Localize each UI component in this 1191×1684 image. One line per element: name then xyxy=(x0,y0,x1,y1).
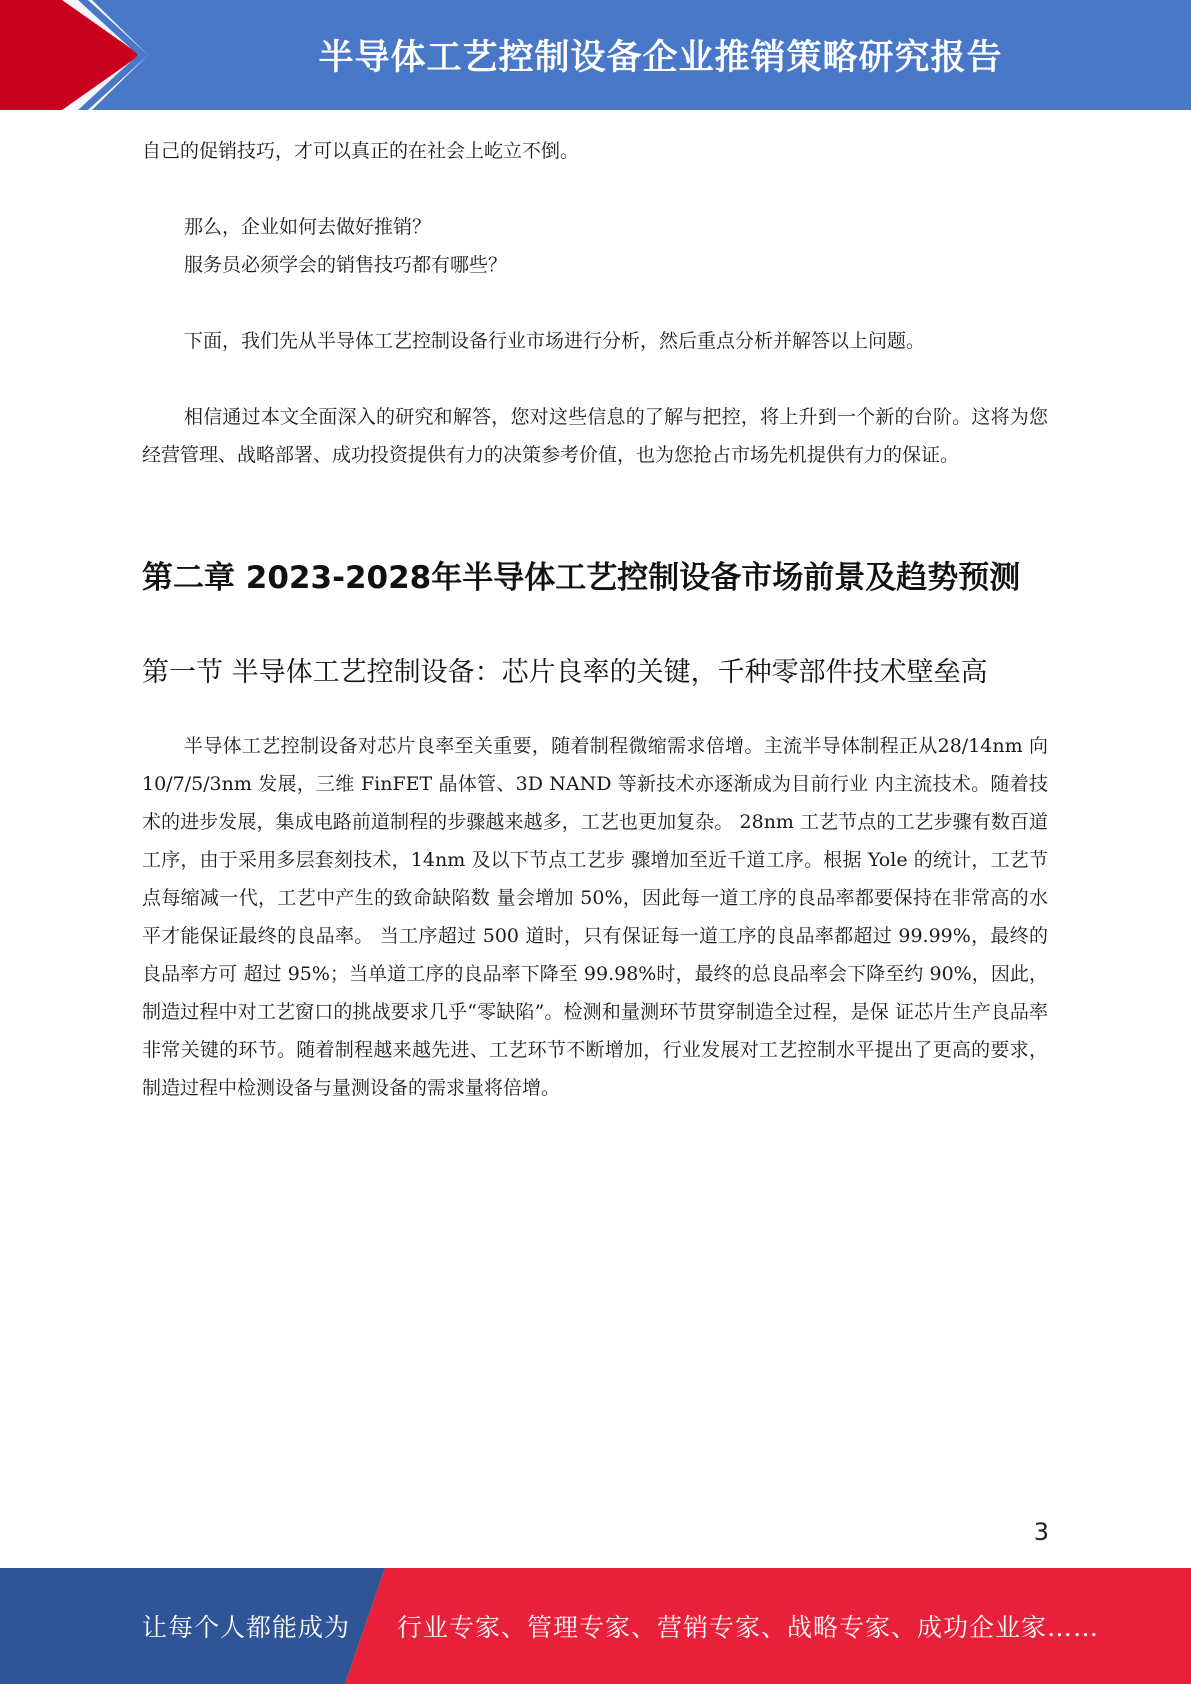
page-header xyxy=(0,0,1191,110)
footer-slogan-right: 行业专家、管理专家、营销专家、战略专家、成功企业家…… xyxy=(397,1613,1100,1642)
section-paragraph: 半导体工艺控制设备对芯片良率至关重要，随着制程微缩需求倍增。主流半导体制程正从28/14nm 向 10/7/5/3nm 发展，三维 FinFET 晶体管、3D NAND 等新技术亦逐渐成为目前行业 内主流技术。随着技术的进步发展，集成电路前道制程的步骤越来越多，工艺也更加复杂。 28nm 工艺节点的工艺步骤有数百道工序，由于采用多层套刻技术，14nm 及以下节点工艺步 骤增加至近千道工序。根据 Yole 的统计，工艺节点每缩减一代，工艺中产生的致命缺陷数 量会增加 50%，因此每一道工序的良品率都要保持在非常高的水平才能保证最终的良品率。 当工序超过 500 道时，只有保证每一道工序的良品率都超过 99.99%，最终的良品率方可 超过 95%；当单道工序的良品率下降至 99.98%时，最终的总良品率会下降至约 90%，因此， 制造过程中对工艺窗口的挑战要求几乎“零缺陷”。检测和量测环节贯穿制造全过程，是保 证芯片生产良品率非常关键的环节。随着制程越来越先进、工艺环节不断增加，行业发展对工艺控制水平提出了更高的要求，制造过程中检测设备与量测设备的需求量将倍增。 xyxy=(142,735,1048,1099)
page-number: 3 xyxy=(1033,1518,1049,1546)
chapter-heading: 第二章 2023-2028年半导体工艺控制设备市场前景及趋势预测 xyxy=(142,560,1021,596)
intro-paragraph-3: 相信通过本文全面深入的研究和解答，您对这些信息的了解与把控，将上升到一个新的台阶。这将为您经营管理、战略部署、成功投资提供有力的决策参考价值，也为您抢占市场先机提供有力的保证。 xyxy=(142,406,1048,466)
intro-paragraph-1: 自己的促销技巧，才可以真正的在社会上屹立不倒。 xyxy=(142,140,580,162)
section-heading: 第一节 半导体工艺控制设备：芯片良率的关键，千种零部件技术壁垒高 xyxy=(142,657,988,688)
page-footer xyxy=(0,1568,1191,1684)
intro-question-2: 服务员必须学会的销售技巧都有哪些？ xyxy=(184,254,508,276)
intro-question-1: 那么，企业如何去做好推销？ xyxy=(184,216,432,238)
section-body xyxy=(142,727,1048,1107)
intro-paragraph-2: 下面，我们先从半导体工艺控制设备行业市场进行分析，然后重点分析并解答以上问题。 xyxy=(184,330,926,352)
report-title: 半导体工艺控制设备企业推销策略研究报告 xyxy=(318,38,1003,78)
intro-text xyxy=(142,132,1048,474)
footer-slogan-left: 让每个人都能成为 xyxy=(142,1613,351,1642)
